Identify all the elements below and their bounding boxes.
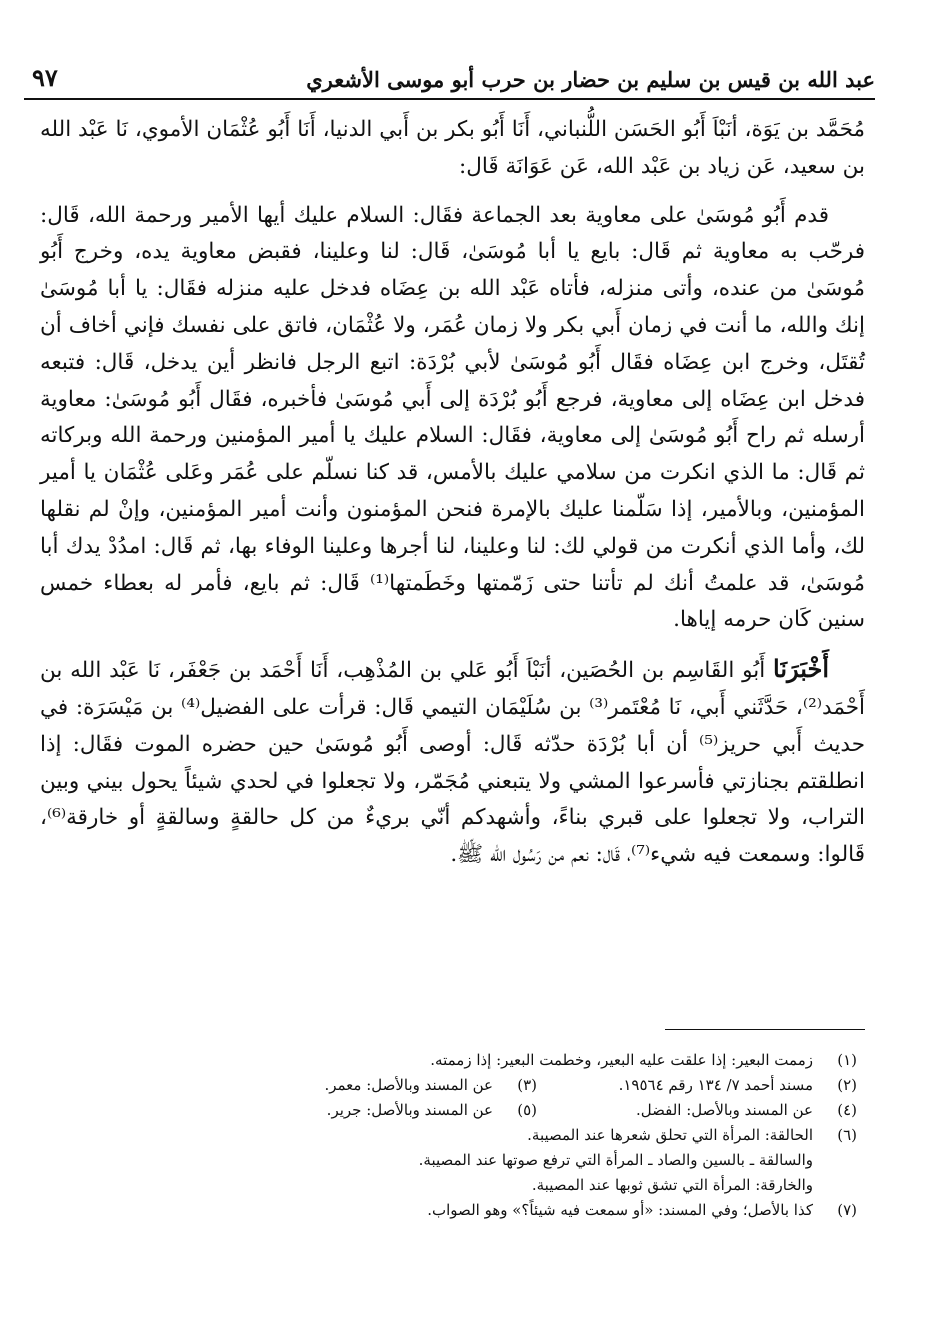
footnote-text: عن المسند وبالأصل: معمر. (324, 1076, 493, 1094)
main-text (40, 112, 865, 874)
footnote-6-line-2 (140, 1148, 857, 1173)
paragraph-isnad (40, 112, 865, 186)
paragraph-akhbarana (40, 651, 865, 874)
footnote-row-4-5 (140, 1098, 857, 1123)
footnote-text: عن المسند وبالأصل: الفضل. (635, 1101, 813, 1119)
paragraph-narration (40, 198, 865, 640)
header-title: عبد الله بن قيس بن سليم بن حضار بن حرب أبو موسى الأشعري (306, 67, 875, 92)
paragraph-lead-word: أَخْبَرَنَا (773, 654, 829, 684)
footnotes (140, 1048, 857, 1223)
footnote-row-2-3 (140, 1073, 857, 1098)
footnote-number: (٢) (837, 1076, 857, 1094)
paragraph-text: أَبُو القَاسِم بن الحُصَين، أنَبْاَ أَبُو عَلي بن المُذْهِب، أَنَا أَحْمَد بن جَعْفَر، نَا عَبْد الله بن أَحْمَد⁽²⁾، حَدَّثَني أَبي، نَا مُعْتَمر⁽³⁾ بن سُلَيْمَان التيمي قَال: قرأت على الفضيل⁽⁴⁾ بن مَيْسَرَة: في حديث أَبي حريز⁽⁵⁾ أن أبا بُرْدَة حدّثه قَال: أوصى أَبُو مُوسَىٰ حين حضره الموت فقَال: إذا انطلقتم بجنازتي فأسرعوا المشي ولا يتبعني مُجَمّر، ولا تجعلوا في لحدي شيئاً يحول بيني وبين التراب، ولا تجعلوا على قبري بناءً، وأشهدكم أنّي بريءٌ من كل حالقةٍ وسالقةٍ أو خارقة⁽⁶⁾، قَالوا: وسمعت فيه شيء⁽⁷⁾، قَال: نعم من رَسُول الله ﷺ. (40, 658, 866, 868)
paragraph-text: قدم أَبُو مُوسَىٰ على معاوية بعد الجماعة فقَال: السلام عليك أيها الأمير ورحمة الله، قَال: فرحّب به معاوية ثم قَال: بايع يا أبا مُوسَىٰ، قَال: لنا وعلينا، فقبض معاوية يده، وخرج أَبُو مُوسَىٰ من عنده، وأتى منزله، فأتاه عَبْد الله بن عِضَاه فدخل عليه منزله فقَال: يا أبا مُوسَىٰ إنك والله، ما أنت في زمان أَبي بكر ولا زمان عُمَر، ولا عُثْمَان، فاتق على نفسك فإني أخاف أن تُقتَل، وخرج ابن عِضَاه فقَال أَبُو مُوسَىٰ لأبي بُرْدَة: اتبع الرجل فانظر أين يدخل، قَال: فتبعه فدخل ابن عِضَاه إلى معاوية، فرجع أَبُو بُرْدَة إلى أَبي مُوسَىٰ فأخبره، فقَال أَبُو مُوسَىٰ: معاوية أرسله ثم راح أَبُو مُوسَىٰ إلى معاوية، فقَال: السلام عليك يا أمير المؤمنين ورحمة الله وبركاته ثم قَال: ما الذي انكرت من سلامي عليك بالأمس، قد كنا نسلّم على عُمَر وعَلى عُثْمَان يا أمير المؤمنين، وبالأمير، إذا سَلّمنا عليك بالإمرة فنحن المؤمنون وأنت أمير المؤمنين، وإنْ لم نقلها لك، وأما الذي أنكرت من قولي لك: لنا وعلينا، لنا أجرها وعلينا الوفاء بها، ثم قَال: امدُدْ يدك أبا مُوسَىٰ، قد علمتُ أنك لم تأتنا حتى زَمّمتها وخَطَمتها⁽¹⁾ قَال: ثم بايع، فأمر له بعطاء خمس سنين كَان حرمه إياها. (40, 202, 865, 633)
footnote-5 (237, 1098, 537, 1123)
footnote-text: عن المسند وبالأصل: جرير. (326, 1101, 493, 1119)
footnote-6 (140, 1123, 857, 1148)
footnote-4 (557, 1098, 857, 1123)
footnote-text: كذا بالأصل؛ وفي المسند: «أو سمعت فيه شيئاً؟» وهو الصواب. (427, 1201, 813, 1219)
footnote-number: (٣) (517, 1076, 537, 1094)
footnote-number: (١) (837, 1051, 857, 1069)
footnote-2 (557, 1073, 857, 1098)
footnote-text: زممت البعير: إذا علقت عليه البعير، وخطمت البعير: إذا زممته. (430, 1051, 813, 1069)
footnote-6-line-3 (140, 1173, 857, 1198)
footnote-text: الحالقة: المرأة التي تحلق شعرها عند المصيبة. (527, 1126, 813, 1144)
footnote-number: (٤) (837, 1101, 857, 1119)
footnote-number: (٦) (837, 1126, 857, 1144)
footnote-text: والسالقة ـ بالسين والصاد ـ المرأة التي ترفع صوتها عند المصيبة. (418, 1151, 813, 1169)
footnote-1 (140, 1048, 857, 1073)
page-number: ٩٧ (32, 63, 58, 92)
footnote-divider (665, 1029, 865, 1030)
footnote-text: والخارقة: المرأة التي تشق ثوبها عند المصيبة. (531, 1176, 813, 1194)
footnote-text: مسند أحمد ٧/ ١٣٤ رقم ١٩٥٦٤. (618, 1076, 813, 1094)
footnote-number: (٧) (837, 1201, 857, 1219)
running-header (24, 50, 875, 100)
paragraph-text: مُحَمَّد بن يَوَة، أنَبْاَ أَبُو الحَسَن اللُّنباني، أَنَا أَبُو بكر بن أَبي الدنيا، أَنَا أَبُو عُثْمَان الأموي، نَا عَبْد الله بن سعيد، عَن زياد بن عَبْد الله، عَن عَوَانَة قَال: (40, 117, 865, 179)
footnote-7 (140, 1198, 857, 1223)
footnote-number: (٥) (517, 1101, 537, 1119)
footnote-3 (237, 1073, 537, 1098)
